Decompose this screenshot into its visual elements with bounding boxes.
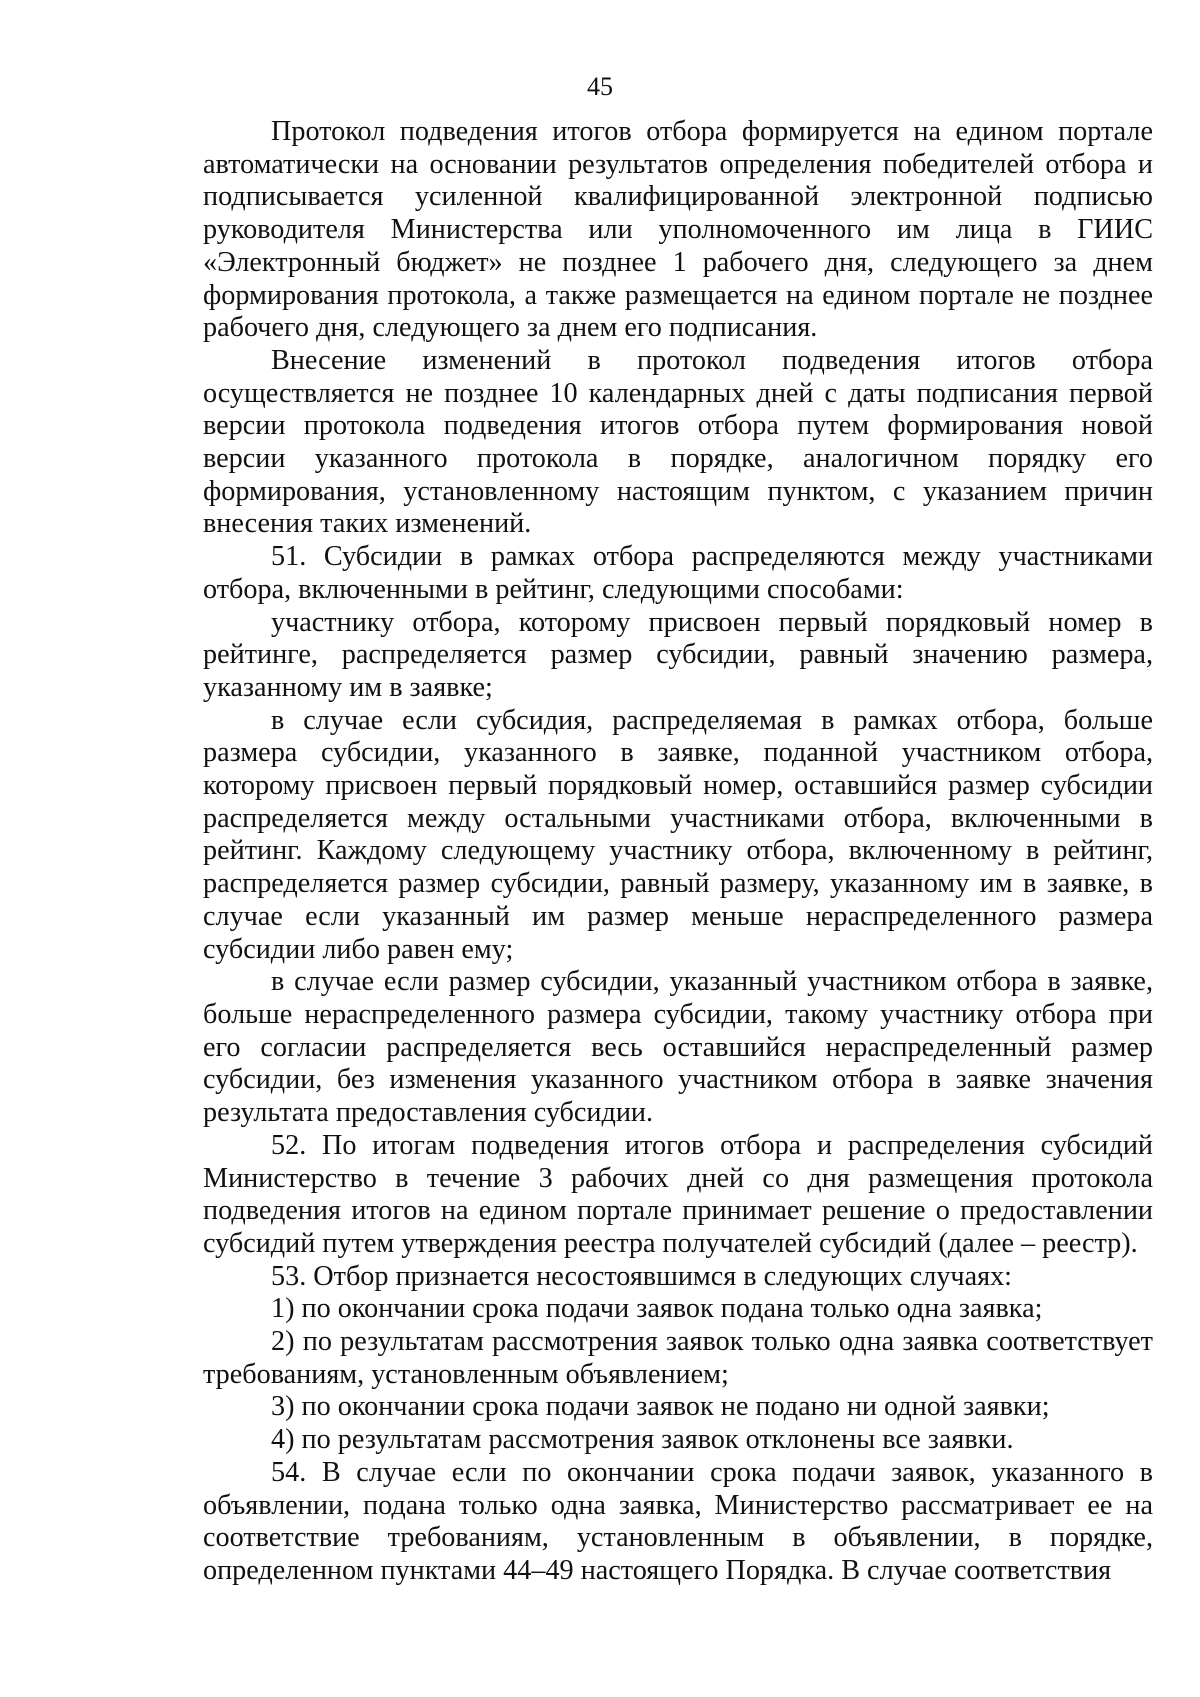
paragraph-item-53: 53. Отбор признается несостоявшимся в следующих случаях: (271, 1260, 1013, 1292)
paragraph-item-52: 52. По итогам подведения итогов отбора и распределения субсидий Министерство в течение 3 рабочих дней со дня размещения протокола подведения итогов на едином портале принимает решение о предоставлении субсидий путем утверждения реестра получателей субсидий (далее – реестр). (203, 1129, 1153, 1259)
paragraph-item-51: 51. Субсидии в рамках отбора распределяются между участниками отбора, включенными в рейтинг, следующими способами: (203, 541, 1153, 605)
paragraph-protocol-formation: Протокол подведения итогов отбора формируется на едином портале автоматически на основании результатов определения победителей отбора и подписывается усиленной квалифицированной электронной подписью руководителя Министерства или уполномоченного им лица в ГИИС «Электронный бюджет» не позднее 1 рабочего дня, следующего за днем формирования протокола, а также размещается на едином портале не позднее рабочего дня, следующего за днем его подписания. (203, 116, 1153, 344)
paragraph-remaining-distribution: в случае если субсидия, распределяемая в рамках отбора, больше размера субсидии, указанного в заявке, поданной участником отбора, которому присвоен первый порядковый номер, оставшийся размер субсидии распределяется между остальными участниками отбора, включенными в рейтинг. Каждому следующему участнику отбора, включенному в рейтинг, распределяется размер субсидии, равный размеру, указанному им в заявке, в случае если указанный им размер меньше нераспределенного размера субсидии либо равен ему; (203, 704, 1153, 965)
list-item-53-4: 4) по результатам рассмотрения заявок отклонены все заявки. (271, 1424, 1014, 1456)
document-body (203, 116, 1153, 1588)
list-item-53-1: 1) по окончании срока подачи заявок подана только одна заявка; (271, 1293, 1043, 1325)
paragraph-item-54: 54. В случае если по окончании срока подачи заявок, указанного в объявлении, подана только одна заявка, Министерство рассматривает ее на соответствие требованиям, установленным в объявлении, в порядке, определенном пунктами 44–49 настоящего Порядка. В случае соответствия (203, 1456, 1153, 1586)
list-item-53-3: 3) по окончании срока подачи заявок не подано ни одной заявки; (271, 1391, 1050, 1423)
paragraph-first-participant: участнику отбора, которому присвоен первый порядковый номер в рейтинге, распределяется размер субсидии, равный значению размера, указанному им в заявке; (203, 606, 1153, 703)
paragraph-protocol-changes: Внесение изменений в протокол подведения итогов отбора осуществляется не позднее 10 календарных дней с даты подписания первой версии протокола подведения итогов отбора путем формирования новой версии указанного протокола в порядке, аналогичном порядку его формирования, установленному настоящим пунктом, с указанием причин внесения таких изменений. (203, 344, 1153, 540)
paragraph-undistributed-remainder: в случае если размер субсидии, указанный участником отбора в заявке, больше нераспределенного размера субсидии, такому участнику отбора при его согласии распределяется весь оставшийся нераспределенный размер субсидии, без изменения указанного участником отбора в заявке значения результата предоставления субсидии. (203, 966, 1153, 1129)
page-number: 45 (587, 72, 613, 101)
list-item-53-2: 2) по результатам рассмотрения заявок только одна заявка соответствует требованиям, установленным объявлением; (203, 1326, 1153, 1390)
